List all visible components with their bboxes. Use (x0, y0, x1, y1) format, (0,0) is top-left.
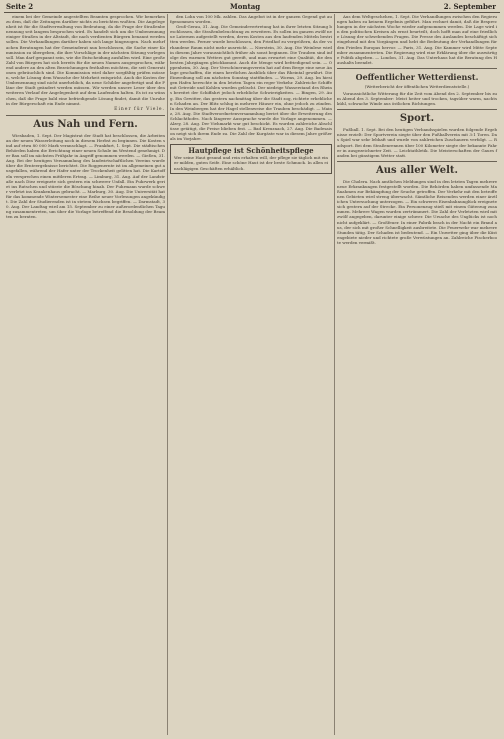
column-1 (6, 14, 165, 219)
column-divider (334, 14, 335, 735)
article-text: Groß-Gerau, 31. Aug. Die Gemeindevertretung hat in ihrer letzten Sitzung beschlossen, die Straßenbeleuchtung zu erweitern. Es sollen im ganzen zwölf neue Laternen aufgestellt werden, deren Kosten aus den laufenden Mitteln bestritten werden. Ferner wurde beschlossen, den Friedhof zu vergrößern, da der vorhandene Raum nicht mehr ausreicht. — Nierstein, 30. Aug. Die Weinlese wird in diesem Jahre voraussichtlich früher als sonst beginnen. Die Trauben sind infolge des warmen Wetters gut gereift, und man erwartet eine Qualität, die den besten Jahrgängen gleichkommt. Auch die Menge wird befriedigend sein. — Oppenheim, 30. Aug. Der Verschönerungsverein hat auf dem Berge eine neue Anlage geschaffen, die einen herrlichen Ausblick über das Rheintal gewährt. Die Einweihung soll am nächsten Sonntag stattfinden. — Worms, 29. Aug. Im hiesigen Hafen herrschte in den letzten Tagen ein reger Verkehr. Zahlreiche Schiffe mit Getreide und Kohlen wurden gelöscht. Der niedrige Wasserstand des Rheins bereitet der Schiffahrt jedoch erhebliche Schwierigkeiten. — Bingen, 29. Aug. Ein Gewitter, das gestern nachmittag über die Stadt zog, richtete erheblichen Schaden an. Der Blitz schlug in mehrere Häuser ein, ohne jedoch zu zünden. In den Weinbergen hat der Hagel stellenweise die Trauben beschädigt. — Mainz, 28. Aug. Die Stadtverordnetenversammlung beriet über die Erweiterung des Schlachthofes. Nach längerer Aussprache wurde die Vorlage angenommen. — Alzey, 28. Aug. Der Viehmarkt war gut beschickt. Es wurden zahlreiche Abschlüsse getätigt, die Preise blieben fest. — Bad Kreuznach, 27. Aug. Die Badesaison neigt sich ihrem Ende zu. Die Zahl der Kurgäste war in diesem Jahre größer als im Vorjahre. (170, 24, 332, 142)
article-signature: Einer für Viele. (114, 106, 165, 112)
advertisement-text: Wer seine Haut gesund und rein erhalten will, der pflege sie täglich mit einer milden, guten Seife. Eine schöne Haut ist der beste Schmuck. In allen einschlägigen Geschäften erhältlich. (174, 155, 328, 171)
date-label: 2. September (443, 2, 496, 11)
advertisement-title: Hautpflege ist Schönheitspflege (188, 146, 314, 156)
sport-text: Fußball. 1. Sept. Bei den heutigen Verbandsspielen wurden folgende Ergebnisse erzielt: Der Sportverein siegte über den Fußballverein mit 3:1 Toren. Das Spiel war sehr lebhaft und wurde von zahlreichen Zuschauern verfolgt. — Radsport. Bei dem Straßenrennen über 100 Kilometer siegte der bekannte Fahrer in ausgezeichneter Zeit. — Leichtathletik. Die Meisterschaften der Gaues fanden bei günstigem Wetter statt. (337, 127, 497, 158)
column-divider (167, 14, 168, 735)
section-divider (337, 109, 497, 110)
column-3 (337, 14, 497, 245)
article-text: einem bei der Gemeinde angestellten Beamten gesprochen. Wir bemerken zu dem, daß die Zeitungen darüber nichts zu berichten wußten. Die Angelegenheit ist für die Stadtverwaltung von Bedeutung, da die Frage der Straßenbenennung seit langem besprochen wird. Es handelt sich um die Umbenennung einiger Straßen in der Altstadt, die nach verdienten Bürgern benannt werden sollen. Die Verhandlungen darüber haben sich lange hingezogen. Nach mehrfachen Beratungen hat der Gemeinderat nun beschlossen, die Sache einer Kommission zu übergeben, die ihre Vorschläge in der nächsten Sitzung vorlegen soll. Man darf gespannt sein, wie die Entscheidung ausfallen wird. Eine große Zahl von Bürgern hat sich bereits für die neuen Namen ausgesprochen, während andere an den alten Bezeichnungen festhalten möchten, die seit Generationen gebräuchlich sind. Die Kommission wird daher sorgfältig prüfen müssen, welche Lösung dem Wunsche der Mehrheit entspricht. Auch die Kosten der Umbenennung sind nicht unerheblich, da neue Schilder angefertigt und die Pläne der Stadt geändert werden müssen. Wir werden unsere Leser über den weiteren Verlauf der Angelegenheit auf dem Laufenden halten. Es ist zu wünschen, daß die Frage bald eine befriedigende Lösung findet, damit die Unruhe in der Bürgerschaft ein Ende nimmt. (6, 14, 165, 106)
advertisement-box (170, 144, 332, 173)
weather-subheading: (Wetterbericht der öffentlichen Wetterdienststelle.) (364, 83, 470, 89)
section-heading: Aus Nah und Fern. (33, 118, 138, 130)
section-divider (337, 161, 497, 162)
world-heading: Aus aller Welt. (375, 164, 458, 176)
weather-text: Voraussichtliche Witterung für die Zeit vom Abend des 2. September bis zum Abend des 3. September: Meist heiter und trocken, tagsüber warm, nachts kühl, schwache Winde aus östlichen Richtungen. (337, 90, 497, 107)
article-text: den Lohn von 100 Mk. zahlen. Das Angebot ist in der ganzen Gegend gut aufgenommen worden. (170, 14, 332, 25)
article-text: Wiesbaden, 1. Sept. Der Magistrat der Stadt hat beschlossen, die Arbeiten an der neuen Wasserleitung noch in diesem Herbst zu beginnen. Die Kosten sind auf etwa 80 000 Mark veranschlagt. — Frankfurt, 1. Sept. Die städtischen Behörden haben die Errichtung einer neuen Schule im Westend genehmigt. Der Bau soll im nächsten Frühjahr in Angriff genommen werden. — Gießen, 31. Aug. Bei der heutigen Versammlung des landwirtschaftlichen Vereins wurde über die Ernteergebnisse berichtet. Die Roggenernte ist im allgemeinen gut ausgefallen, während der Hafer unter der Trockenheit gelitten hat. Die Kartoffeln versprechen einen mittleren Ertrag. — Limburg, 31. Aug. Auf der Landstraße nach Diez ereignete sich gestern ein schwerer Unfall. Ein Fuhrwerk geriet ins Rutschen und stürzte die Böschung hinab. Der Fuhrmann wurde schwer verletzt ins Krankenhaus gebracht. — Marburg, 30. Aug. Die Universität hat für das kommende Wintersemester eine Reihe neuer Vorlesungen angekündigt. Die Zahl der Studierenden ist in stetem Wachsen begriffen. — Darmstadt, 30. Aug. Der Landtag wird am 15. September zu einer außerordentlichen Tagung zusammentreten, um über die Vorlage betreffend die Besoldung der Beamten zu beraten. (6, 132, 165, 220)
page-label: Seite 2 (6, 2, 34, 11)
header-rule (4, 12, 500, 13)
weather-heading: Oeffentlicher Wetterdienst. (355, 71, 479, 82)
world-text: Die Cholera. Nach amtlichen Meldungen sind in den letzten Tagen mehrere neue Erkrankungen festgestellt worden. Die Behörden haben umfassende Maßnahmen zur Bekämpfung der Seuche getroffen. Der Verkehr mit den betroffenen Gebieten wird streng überwacht. Sämtliche Reisenden werden einer ärztlichen Untersuchung unterzogen. — Ein schweres Eisenbahnunglück ereignete sich gestern auf der Strecke. Ein Personenzug stieß mit einem Güterzug zusammen. Mehrere Wagen wurden zertrümmert. Die Zahl der Verletzten wird mit zwölf angegeben, darunter einige schwer. Die Ursache des Unglücks ist noch nicht aufgeklärt. — Großfeuer. In einer Fabrik brach in der Nacht ein Brand aus, der sich mit großer Schnelligkeit ausbreitete. Die Feuerwehr war mehrere Stunden tätig. Der Schaden ist bedeutend. — Ein Unwetter ging über die Küstengebiete nieder und richtete große Verwüstungen an. Zahlreiche Fischerboote werden vermißt. (337, 178, 497, 245)
section-divider (337, 68, 497, 69)
section-divider (6, 115, 165, 116)
article-text: Aus dem Weltgeschehen, 1. Sept. Die Verhandlungen zwischen den Regierungen haben zu keinem Ergebnis geführt. Man rechnet damit, daß die Besprechungen in der nächsten Woche wieder aufgenommen werden. Die Lage wird in den politischen Kreisen als ernst beurteilt, doch hofft man auf eine friedliche Lösung der schwebenden Fragen. Die Presse des Auslandes beschäftigt sich eingehend mit den Vorgängen und hebt die Bedeutung der Verhandlungen für den Frieden Europas hervor. — Paris, 31. Aug. Die Kammer wird Mitte September zusammentreten. Die Regierung wird eine Erklärung über die auswärtige Politik abgeben. — London, 31. Aug. Das Unterhaus hat die Beratung des Haushalts beendet. (337, 14, 497, 65)
sport-heading: Sport. (399, 113, 435, 125)
weekday-label: Montag (230, 2, 261, 11)
column-2 (170, 14, 332, 177)
